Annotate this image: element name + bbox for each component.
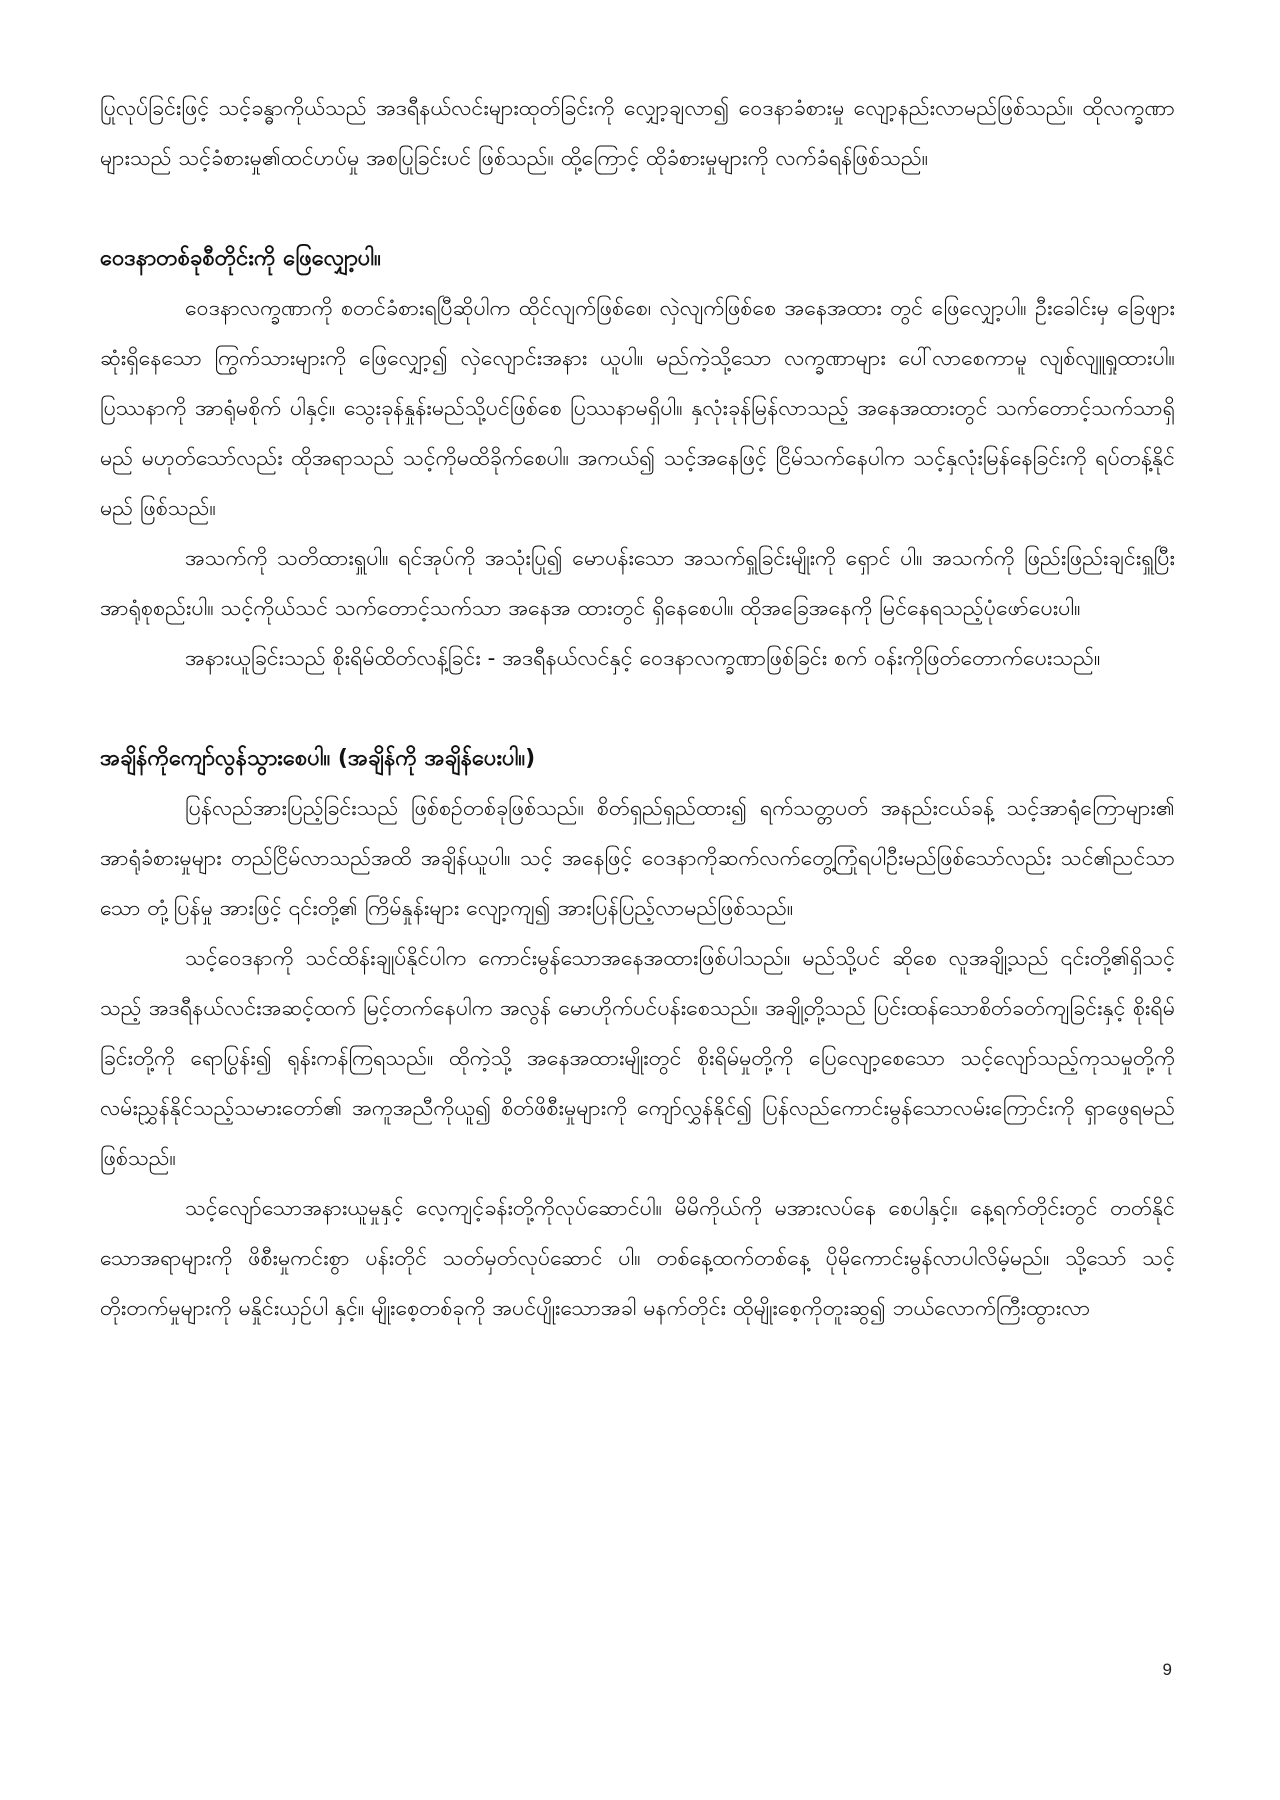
- body-paragraph: အနားယူခြင်းသည် စိုးရိမ်ထိတ်လန့်ခြင်း - အဒရီနယ်လင်နှင့် ဝေဒနာလက္ခဏာဖြစ်ခြင်း စက် ဝန်းကိုဖြတ်တောက်ပေးသည်။: [185, 646, 1101, 671]
- section-heading-time: အချိန်ကိုကျော်လွန်သွားစေပါ။ (အချိန်ကို အချိန်ပေးပါ။): [100, 746, 536, 771]
- intro-paragraph: ပြုလုပ်ခြင်းဖြင့် သင့်ခန္ဓာကိုယ်သည် အဒရီနယ်လင်းများထုတ်ခြင်းကို လျှော့ချလာ၍ ဝေဒနာခံစားမှု လျော့နည်းလာမည်ဖြစ်သည်။ ထိုလက္ခဏာများသည် သင့်ခံစားမှု၏ထင်ဟပ်မှု အစပြုခြင်းပင် ဖြစ်သည်။ ထို့ကြောင့် ထိုခံစားမှုများကို လက်ခံရန်ဖြစ်သည်။: [100, 96, 1175, 171]
- body-paragraph: ဝေဒနာလက္ခဏာကို စတင်ခံစားရပြီဆိုပါက ထိုင်လျက်ဖြစ်စေ၊ လှဲလျက်ဖြစ်စေ အနေအထား တွင် ဖြေလျှော့ပါ။ ဦးခေါင်းမှ ခြေဖျားဆုံးရှိနေသော ကြွက်သားများကို ဖြေလျှော့၍ လှဲလျောင်းအနား ယူပါ။ မည်ကဲ့သို့သော လက္ခဏာများ ပေါ်လာစေကာမူ လျစ်လျူရှုထားပါ။ ပြဿနာကို အာရုံမစိုက် ပါနှင့်။ သွေးခုန်နှုန်းမည်သို့ပင်ဖြစ်စေ ပြဿနာမရှိပါ။ နှလုံးခုန်မြန်လာသည့် အနေအထားတွင် သက်တောင့်သက်သာရှိမည် မဟုတ်သော်လည်း ထိုအရာသည် သင့်ကိုမထိခိုက်စေပါ။ အကယ်၍ သင့်အနေဖြင့် ငြိမ်သက်နေပါက သင့်နှလုံးမြန်နေခြင်းကို ရပ်တန့်နိုင်မည် ဖြစ်သည်။: [100, 296, 1175, 521]
- document-page: [100, 84, 1175, 1724]
- body-paragraph: သင့်လျော်သောအနားယူမှုနှင့် လေ့ကျင့်ခန်းတို့ကိုလုပ်ဆောင်ပါ။ မိမိကိုယ်ကို မအားလပ်နေ စေပါနှင့်။ နေ့ရက်တိုင်းတွင် တတ်နိုင်သောအရာများကို ဖိစီးမှုကင်းစွာ ပန်းတိုင် သတ်မှတ်လုပ်ဆောင် ပါ။ တစ်နေ့ထက်တစ်နေ့ ပိုမိုကောင်းမွန်လာပါလိမ့်မည်။ သို့သော် သင့်တိုးတက်မှုများကို မနှိုင်းယှဉ်ပါ နှင့်။ မျိုးစေ့တစ်ခုကို အပင်ပျိုးသောအခါ မနက်တိုင်း ထိုမျိုးစေ့ကိုတူးဆွ၍ ဘယ်လောက်ကြီးထွားလာ: [100, 1196, 1175, 1321]
- section-spacer: [100, 684, 1175, 734]
- body-paragraph: သင့်ဝေဒနာကို သင်ထိန်းချုပ်နိုင်ပါက ကောင်းမွန်သောအနေအထားဖြစ်ပါသည်။ မည်သို့ပင် ဆိုစေ လူအချို့သည် ၎င်းတို့၏ရှိသင့်သည့် အဒရီနယ်လင်းအဆင့်ထက် မြင့်တက်နေပါက အလွန် မောဟိုက်ပင်ပန်းစေသည်။ အချို့တို့သည် ပြင်းထန်သောစိတ်ခတ်ကျခြင်းနှင့် စိုးရိမ်ခြင်းတို့ကို ရောပြွန်း၍ ရုန်းကန်ကြရသည်။ ထိုကဲ့သို့ အနေအထားမျိုးတွင် စိုးရိမ်မှုတို့ကို ပြေလျော့စေသော သင့်လျော်သည့်ကုသမှုတို့ကို လမ်းညွှန်နိုင်သည့်သမားတော်၏ အကူအညီကိုယူ၍ စိတ်ဖိစီးမှုများကို ကျော်လွှန်နိုင်၍ ပြန်လည်ကောင်းမွန်သောလမ်းကြောင်းကို ရှာဖွေရမည်ဖြစ်သည်။: [100, 946, 1175, 1171]
- page-number: 9: [1162, 1660, 1172, 1679]
- body-paragraph: အသက်ကို သတိထားရှူပါ။ ရင်အုပ်ကို အသုံးပြု၍ မောပန်းသော အသက်ရှူခြင်းမျိုးကို ရှောင် ပါ။ အသက်ကို ဖြည်းဖြည်းချင်းရှူပြီး အာရုံစုစည်းပါ။ သင့်ကိုယ်သင် သက်တောင့်သက်သာ အနေအ ထားတွင် ရှိနေစေပါ။ ထိုအခြေအနေကို မြင်နေရသည့်ပုံဖော်ပေးပါ။: [100, 546, 1175, 621]
- section-heading-relax: ဝေဒနာတစ်ခုစီတိုင်းကို ဖြေလျှော့ပါ။: [100, 246, 381, 271]
- section-spacer: [100, 184, 1175, 234]
- body-paragraph: ပြန်လည်အားပြည့်ခြင်းသည် ဖြစ်စဉ်တစ်ခုဖြစ်သည်။ စိတ်ရှည်ရှည်ထား၍ ရက်သတ္တပတ် အနည်းငယ်ခန့် သင့်အာရုံကြောများ၏ အာရုံခံစားမှုများ တည်ငြိမ်လာသည်အထိ အချိန်ယူပါ။ သင့် အနေဖြင့် ဝေဒနာကိုဆက်လက်တွေ့ကြုံရပါဦးမည်ဖြစ်သော်လည်း သင်၏ညင်သာသော တုံ့ပြန်မှု အားဖြင့် ၎င်းတို့၏ ကြိမ်နှုန်းများ လျော့ကျ၍ အားပြန်ပြည့်လာမည်ဖြစ်သည်။: [100, 796, 1175, 921]
